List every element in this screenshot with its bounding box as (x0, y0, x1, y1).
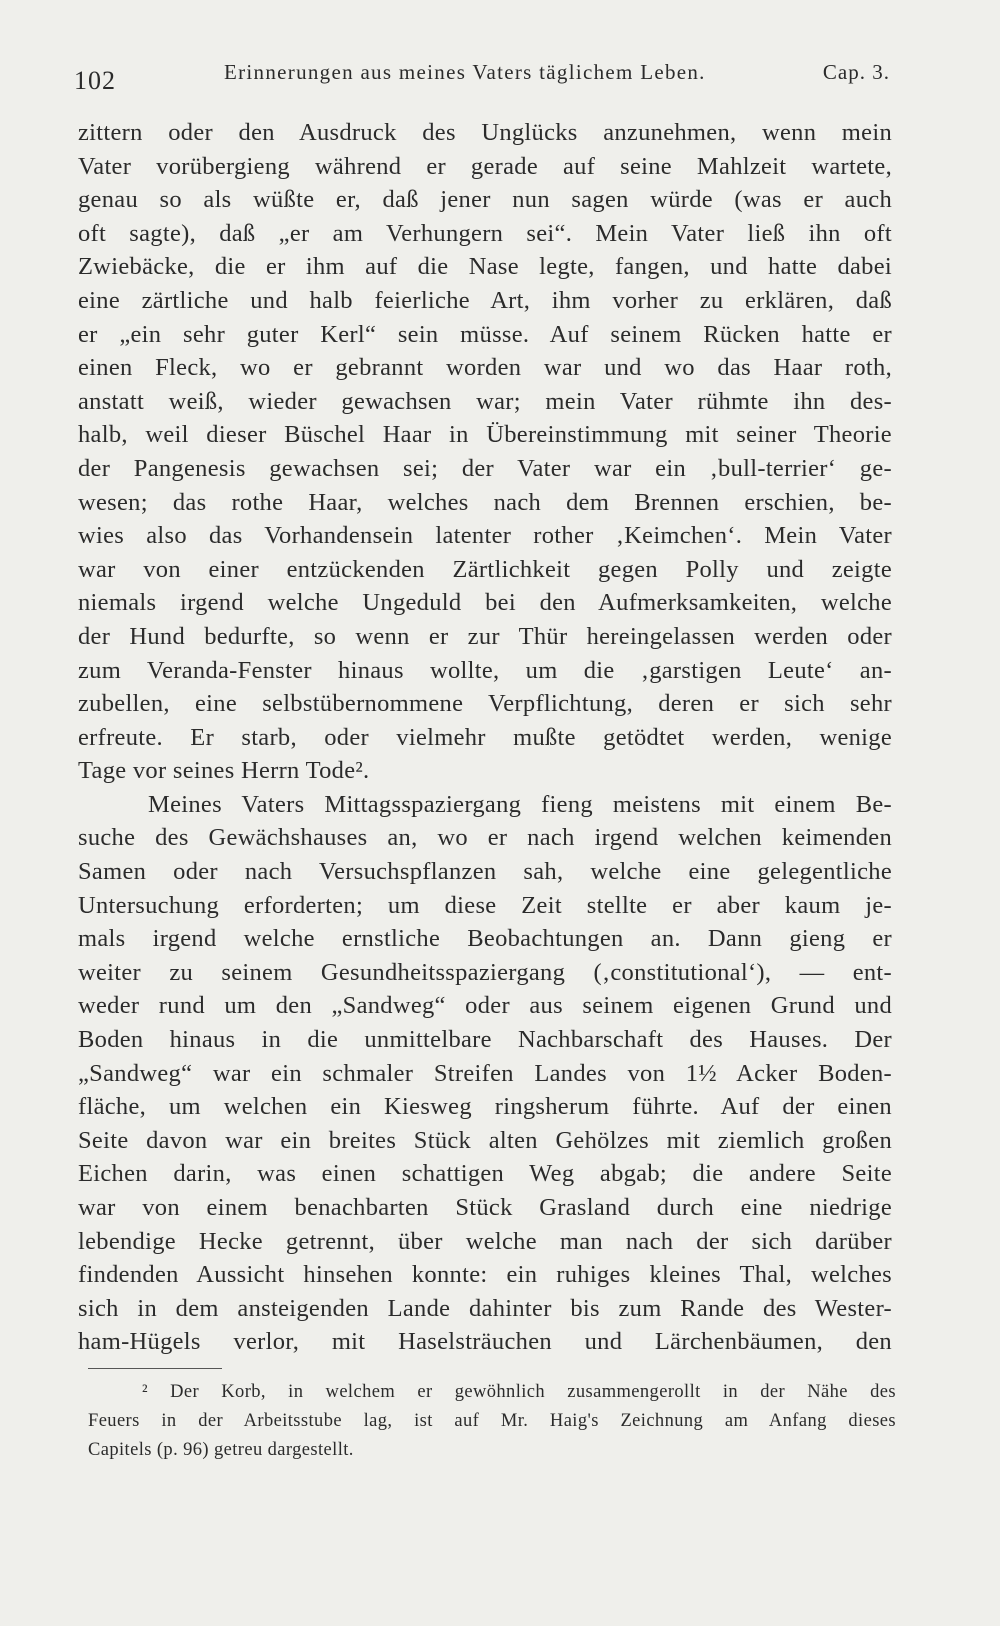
page-header (74, 58, 890, 98)
text-line: erfreute. Er starb, oder vielmehr mußte getödtet werden, wenige (78, 723, 892, 751)
text-line: findenden Aussicht hinsehen konnte: ein ruhiges kleines Thal, welches (78, 1261, 892, 1289)
text-line: „Sandweg“ war ein schmaler Streifen Landes von 1½ Acker Boden- (78, 1059, 892, 1087)
text-line: anstatt weiß, wieder gewachsen war; mein Vater rühmte ihn des- (78, 387, 892, 415)
footnote (88, 1378, 896, 1465)
text-line: oft sagte), daß „er am Verhungern sei“. Mein Vater ließ ihn oft (78, 219, 892, 247)
text-line: Eichen darin, was einen schattigen Weg abgab; die andere Seite (78, 1160, 892, 1188)
text-line: weiter zu seinem Gesundheitsspaziergang (‚constitutional‘), — ent- (78, 958, 892, 986)
text-line: niemals irgend welche Ungeduld bei den Aufmerksamkeiten, welche (78, 589, 892, 617)
text-line: genau so als wüßte er, daß jener nun sagen würde (was er auch (78, 186, 892, 214)
text-line: lebendige Hecke getrennt, über welche man nach der sich darüber (78, 1227, 892, 1255)
text-line: weder rund um den „Sandweg“ oder aus seinem eigenen Grund und (78, 992, 892, 1020)
text-line: einen Fleck, wo er gebrannt worden war und wo das Haar roth, (78, 354, 892, 382)
text-line: Vater vorübergieng während er gerade auf seine Mahlzeit wartete, (78, 152, 892, 180)
footnote-line: Capitels (p. 96) getreu dargestellt. (88, 1440, 354, 1460)
text-line: er „ein sehr guter Kerl“ sein müsse. Auf seinem Rücken hatte er (78, 320, 892, 348)
footnote-line: ² Der Korb, in welchem er gewöhnlich zusammengerollt in der Nähe des (142, 1382, 896, 1402)
text-line: Zwiebäcke, die er ihm auf die Nase legte, fangen, und hatte dabei (78, 253, 892, 281)
text-line: zum Veranda-Fenster hinaus wollte, um die ‚garstigen Leute‘ an- (78, 656, 892, 684)
text-line: Tage vor seines Herrn Tode². (78, 757, 370, 785)
text-line: eine zärtliche und halb feierliche Art, ihm vorher zu erklären, daß (78, 286, 892, 314)
text-line: der Hund bedurfte, so wenn er zur Thür hereingelassen werden oder (78, 622, 892, 650)
text-line: Seite davon war ein breites Stück alten Gehölzes mit ziemlich großen (78, 1126, 892, 1154)
footnote-line: Feuers in der Arbeitsstube lag, ist auf Mr. Haig's Zeichnung am Anfang dieses (88, 1411, 896, 1431)
text-line: der Pangenesis gewachsen sei; der Vater war ein ‚bull-terrier‘ ge- (78, 454, 892, 482)
text-line: ham-Hügels verlor, mit Haselsträuchen und Lärchenbäumen, den (78, 1328, 892, 1356)
text-line: zubellen, eine selbstübernommene Verpflichtung, deren er sich sehr (78, 690, 892, 718)
text-line: wesen; das rothe Haar, welches nach dem Brennen erschien, be- (78, 488, 892, 516)
page-number: 102 (74, 66, 116, 95)
text-line: suche des Gewächshauses an, wo er nach irgend welchen keimenden (78, 824, 892, 852)
paragraph-first-line: Meines Vaters Mittagsspaziergang fieng meistens mit einem Be- (148, 790, 892, 818)
text-line: Samen oder nach Versuchspflanzen sah, welche eine gelegentliche (78, 858, 892, 886)
text-line: Untersuchung erforderten; um diese Zeit stellte er aber kaum je- (78, 891, 892, 919)
text-line: war von einer entzückenden Zärtlichkeit gegen Polly und zeigte (78, 555, 892, 583)
text-line: wies also das Vorhandensein latenter rother ‚Keimchen‘. Mein Vater (78, 522, 892, 550)
footnote-divider (88, 1368, 222, 1369)
text-line: zittern oder den Ausdruck des Unglücks anzunehmen, wenn mein (78, 119, 892, 146)
text-line: mals irgend welche ernstliche Beobachtungen an. Dann gieng er (78, 925, 892, 953)
running-title: Erinnerungen aus meines Vaters täglichem Leben. (224, 60, 706, 84)
chapter-label: Cap. 3. (822, 60, 890, 84)
body-text (78, 116, 892, 1359)
text-line: sich in dem ansteigenden Lande dahinter bis zum Rande des Wester- (78, 1294, 892, 1322)
text-line: Boden hinaus in die unmittelbare Nachbarschaft des Hauses. Der (78, 1026, 892, 1054)
text-line: war von einem benachbarten Stück Grasland durch eine niedrige (78, 1194, 892, 1221)
text-line: halb, weil dieser Büschel Haar in Übereinstimmung mit seiner Theorie (78, 421, 892, 449)
text-line: fläche, um welchen ein Kiesweg ringsherum führte. Auf der einen (78, 1093, 892, 1121)
